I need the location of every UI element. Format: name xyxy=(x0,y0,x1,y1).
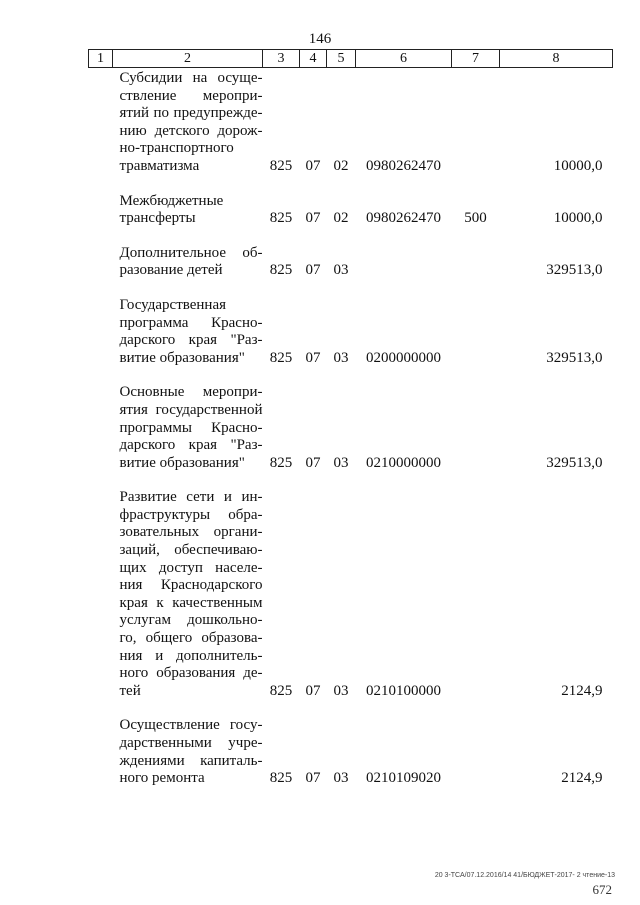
amount: 10000,0 xyxy=(553,210,603,227)
subsection-code: 03 xyxy=(333,454,349,471)
expense-type-code xyxy=(452,700,500,787)
page-number: 146 xyxy=(308,31,332,47)
section-code: 07 xyxy=(305,349,321,366)
subsection-code: 03 xyxy=(333,349,349,366)
subsection-code: 03 xyxy=(333,682,349,699)
department-code: 825 xyxy=(269,210,293,227)
department-code: 825 xyxy=(269,770,293,787)
amount: 329513,0 xyxy=(546,349,603,366)
column-number-header xyxy=(89,50,613,68)
table-row xyxy=(89,472,613,700)
column-header: 6 xyxy=(356,50,452,68)
section-code: 07 xyxy=(305,770,321,787)
budget-table xyxy=(88,49,613,788)
section-code: 07 xyxy=(305,262,321,279)
item-name: Осуществление госу-дарственными учре-ждениями капиталь-ного ремонта xyxy=(119,717,263,787)
column-header: 4 xyxy=(300,50,327,68)
subsection-code: 02 xyxy=(333,210,349,227)
target-article-code xyxy=(356,228,452,280)
expense-type-code xyxy=(452,280,500,367)
department-code: 825 xyxy=(269,262,293,279)
amount: 10000,0 xyxy=(553,157,603,174)
table-row xyxy=(89,280,613,367)
item-name: Субсидии на осуще-ствление меропри-ятий по предупрежде-нию детского дорож-но-транспортного травматизма xyxy=(119,70,263,174)
target-article-code: 0210100000 xyxy=(366,682,441,699)
column-header: 7 xyxy=(452,50,500,68)
subsection-code: 03 xyxy=(333,262,349,279)
target-article-code: 0210109020 xyxy=(366,770,441,787)
sheet-number: 672 xyxy=(592,882,612,897)
expense-type-code: 500 xyxy=(464,210,487,227)
item-name: Межбюджетные трансферты xyxy=(119,192,224,227)
section-code: 07 xyxy=(305,210,321,227)
amount: 2124,9 xyxy=(561,682,603,699)
target-article-code: 0210000000 xyxy=(366,454,441,471)
section-code: 07 xyxy=(305,157,321,174)
table-row xyxy=(89,228,613,280)
section-code: 07 xyxy=(305,454,321,471)
target-article-code: 0980262470 xyxy=(366,157,441,174)
table-row xyxy=(89,367,613,472)
department-code: 825 xyxy=(269,349,293,366)
section-code: 07 xyxy=(305,682,321,699)
column-header: 5 xyxy=(327,50,356,68)
column-header: 8 xyxy=(500,50,613,68)
department-code: 825 xyxy=(269,454,293,471)
department-code: 825 xyxy=(269,682,293,699)
item-name: Основные меропри-ятия государственной программы Красно-дарского края "Раз-витие образования" xyxy=(119,384,263,471)
column-header: 3 xyxy=(263,50,300,68)
amount: 2124,9 xyxy=(561,770,603,787)
department-code: 825 xyxy=(269,157,293,174)
item-name: Развитие сети и ин-фраструктуры обра-зовательных органи-заций, обеспечиваю-щих доступ населе-ния Краснодарского края к качественным услугам дошкольно-го, общего образова-ния и дополнитель-ного образования де-тей xyxy=(119,489,263,699)
item-name: Дополнительное об-разование детей xyxy=(119,244,263,279)
subsection-code: 02 xyxy=(333,157,349,174)
column-header: 1 xyxy=(89,50,113,68)
amount: 329513,0 xyxy=(546,454,603,471)
expense-type-code xyxy=(452,367,500,472)
table-row xyxy=(89,176,613,228)
table-row xyxy=(89,68,613,176)
amount: 329513,0 xyxy=(546,262,603,279)
target-article-code: 0200000000 xyxy=(366,349,441,366)
subsection-code: 03 xyxy=(333,770,349,787)
expense-type-code xyxy=(452,68,500,176)
document-stamp: 20 3-ТСА/07.12.2016/14 41/БЮДЖЕТ-2017- 2 чтение-13 xyxy=(434,872,615,879)
item-name: Государственная программа Красно-дарского края "Раз-витие образования" xyxy=(119,296,263,366)
expense-type-code xyxy=(452,228,500,280)
table-row xyxy=(89,700,613,787)
column-header: 2 xyxy=(113,50,263,68)
target-article-code: 0980262470 xyxy=(366,210,441,227)
expense-type-code xyxy=(452,472,500,700)
